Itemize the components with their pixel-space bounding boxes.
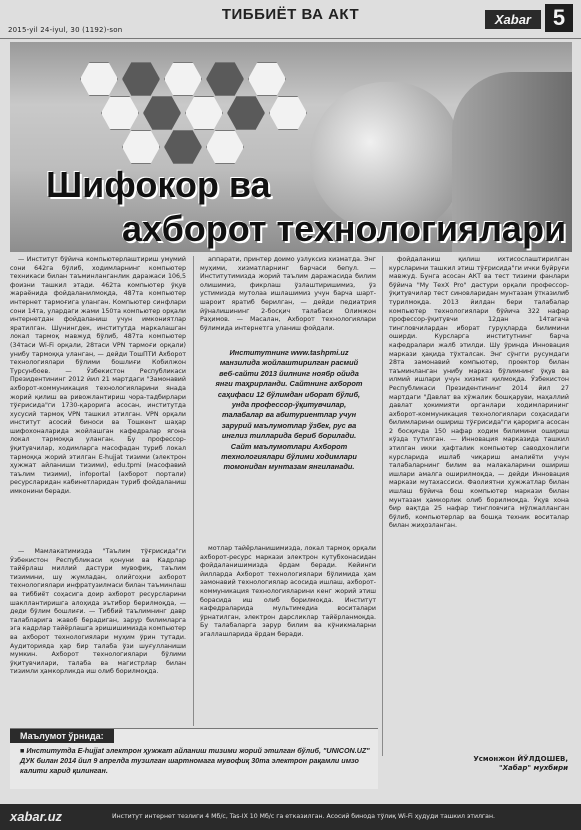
hexagon-icon bbox=[80, 62, 118, 96]
author-signature bbox=[400, 755, 568, 773]
hexagon-icon bbox=[122, 62, 160, 96]
page-footer bbox=[0, 804, 581, 830]
hexagon-icon bbox=[164, 62, 202, 96]
newspaper-logo: Xabar bbox=[485, 10, 541, 29]
footer-note: Институт интернет тезлиги 4 Мб/с, Tas-IX 10 Мб/с га етказилган. Асосий бинода тўлиқ Wi-Fi ҳудуди ташкил этилган. bbox=[112, 813, 495, 820]
hexagon-icon bbox=[206, 62, 244, 96]
issue-date: 2015-yil 24-iyul, 30 (1192)-son bbox=[8, 26, 123, 34]
paragraph: аппарати, принтер доимо узлуксиз хизматда. Энг муҳими, хизматларнинг барчаси бепул. — Институтимизда жорий таълим даражасида билим олишимиз, фикрлаш ўзлаштиришимиз, ўз устимизда мутолаа ишлашимиз учун барча шарт-шароит яратиб берилган, — дейди педиатрия йўналишининг 2-босқич талабаси Олимжон Раҳимов. — Масалан, Ахборот технологиялари бўлимида интернетга уланиш фойдали. bbox=[200, 256, 376, 332]
page-header bbox=[0, 0, 581, 39]
info-box-text: ■ Институтда E-hujjat электрон ҳужжат айланиш тизими жорий этилган бўлиб, "UNICON.UZ" ДУК билан 2014 йил 9 апрелда тузилган шартномага мувофиқ 30та электрон рақамли имзо калити харид қилинган. bbox=[20, 746, 370, 775]
article-column-1-lower bbox=[10, 548, 186, 724]
hexagon-icon bbox=[248, 62, 286, 96]
hexagon-icon bbox=[185, 96, 223, 130]
info-box-tag: Маълумот ўрнида: bbox=[10, 729, 114, 743]
hexagon-icon bbox=[101, 96, 139, 130]
author-role: "Хабар" мухбири bbox=[499, 764, 568, 772]
article-title-line2: ахборот технологиялари bbox=[122, 208, 567, 249]
hero-image bbox=[10, 42, 572, 252]
author-name: Усмонжон ЙЎЛДОШЕВ, bbox=[473, 755, 568, 763]
hexagon-icon bbox=[206, 130, 244, 164]
page-number: 5 bbox=[545, 4, 573, 32]
column-divider bbox=[193, 256, 194, 726]
column-divider bbox=[382, 256, 383, 756]
hexagon-icon bbox=[269, 96, 307, 130]
section-title: ТИББИЁТ ВА АКТ bbox=[221, 6, 360, 23]
hexagon-icon bbox=[122, 130, 160, 164]
article-column-2 bbox=[200, 256, 376, 338]
article-column-2-lower bbox=[200, 545, 376, 727]
footer-site[interactable]: xabar.uz bbox=[10, 809, 63, 824]
article-title-line1: Шифокор ва bbox=[46, 164, 271, 205]
paragraph: — Мамлакатимизда "Таълим тўғрисида"ги Ўзбекистон Республикаси қонуни ва Кадрлар тайёрлаш миллий дастури мувофиқ, таълим тизимини, шу жумладан, олийгоҳни ахборот технологиялари инфратузилмаси билан таъминлаш ва тиббиёт соҳасига доир ахборот ресурсларини шакллантиришга алоҳида эътибор берилмоқда, — деди бўлим бошлиғи. — Тиббий таълимнинг давр талабларига жавоб берадиган, зарур билимларга эга кадрлар тайёрлашга эришишимизда компьютер ва ахборот технологиялари муҳим ўрин тутади. Аудиторияда ҳар бир талаба ўзи шуғулланиши мумкин. Ахборот технологиялари бўлими ўқитувчилари, талаба ва магистрлар билан тизимли ҳамкорликда иш олиб борилмоқда. bbox=[10, 548, 186, 676]
info-box bbox=[10, 728, 378, 789]
paragraph: фойдаланиш қилиш ихтисослаштирилган курсларини ташкил этиш тўғрисида"ги ички буйруғи мавжуд. Бунга асосан АКТ ва тест тизими фанлари бўйича "Mу ТехХ Pro" дастури орқали профессор-ўқитувчилар тест синовларидан мунтазам ўтказилиб турилмоқда. 2013 йилдан бери талабалар компьютер технологиялари бўйича 322 нафар профессор-ўқитувчи 12дан 14тагача тингловчилардан иборат гуруҳларда билимини оширди. Курсларга институтнинг барча кафедралари жалб этилди. Шу ўринда Инновация маркази ҳақида тўхталсак. Энг сўнгги русумдаги 28та замонавий компьютер, проектор билан таъминланган унибу марказ бўлимнинг ўқув ва илмий ишлари учун хизмат қилмоқда. Ўзбекистон Республикаси Президентининг 2014 йил 27 мартдаги "Давлат ва хўжалик бошқаруви, маҳаллий давлат ҳокимияти органлари ходимларининг ахборот-коммуникация технологиялари соҳасидаги билимларини ошириш тўғрисида"ги қарорига асосан 2 босқичда 150 нафар ходим билимини ошириш кўзда тутилган. — Инновация марказида ташкил этилган икки ҳафталик компьютер саводхонлиги курсларида ишлаб чиқариш амалиёти учун талабаларнинг билим ва малакаларини ошириш ишлари амалга оширилмоқда, — дейди Инновация маркази мутахассиси. Фаолиятни ҳужжатлар билан ишлаш бўйича бош компьютер маркази билан мунтазам ҳамкорлик олиб борилмоқда. Ўқув хона бир вақтда 25 нафар тингловчига мўлжалланган бўлиб, компьютерлар ва бошқа техник воситалар билан жиҳозланган. bbox=[389, 256, 569, 530]
article-column-3 bbox=[389, 256, 569, 752]
paragraph: мотлар тайёрланишимизда, локал тармоқ орқали ахборот-ресурс маркази электрон кутубхонасидан фойдаланишимизда ёрдам беради. Кейинги йилларда Ахборот технологиялари бўлимида ҳам замонавий технологиялар асосида ишлаш, ахборот-коммуникация технологияларини кенг жорий этиш борасида иш олиб борилмоқда. Институт кафедраларида мультимедиа воситалари ўрнатилган, электрон дарсликлар тайёрланмоқда. Бу талабаларга зарур билим ва кўникмаларни эгаллашларида ёрдам беради. bbox=[200, 545, 376, 638]
hexagon-icon bbox=[143, 96, 181, 130]
hexagon-icon bbox=[164, 130, 202, 164]
article-column-1 bbox=[10, 256, 186, 544]
pull-quote: Институтнинг www.tashpmi.uz манзилида жойлаштирилган расмий веб-сайти 2013 йилнинг ноябр ойида янги таҳрирланди. Сайтнинг ахборот саҳифаси 12 бўлимдан иборат бўлиб, унда профессор-ўқитувчилар, талабалар ва абитуриентлар учун зарурий маълумотлар ўзбек, рус ва инглиз тилларида бериб борилади. Сайт маълумотлари Ахборот технологиялари бўлими ходимлари томонидан мунтазам янгиланади. bbox=[215, 348, 363, 472]
hexagon-icon bbox=[227, 96, 265, 130]
paragraph: — Институт бўйича компьютерлаштириш умумий сони 642га бўлиб, ходимларнинг компьютер техникаси билан таъминланганлик даражаси 106,5 фоизни ташкил этади. 462та компьютер ўқув жараёнида фойдаланилмоқда, 487та компьютер интернет тармоғига уланган. Компьютер синфлари сони 14та, улардаги жами 150та компьютер орқали интернетдан фойдаланиш учун имкониятлар яратилган. Шунингдек, институтда маркалашган локал тармоқ мавжуд бўлиб, 487та компьютер (34таси Wi-Fi орқали, 28таси VPN тармоғи орқали) унибу тармоққа уланган, — дейди ТошПТИ Ахборот технологиялари бўлими бошлиғи Кобилжон Турсунбоев. — Ўзбекистон Республикаси Президентининг 2012 йил 21 мартдаги "Замонавий ахборот-коммуникация технологияларини янада жорий қилиш ва ривожлантириш чора-тадбирлари тўғрисида"ги 1730-қарорига асосан, институтда хусусий тармоқ VPN ташкил этилган. VPN орқали институт асосий биноси ва Тошкент шаҳар шифохоналарида жойлашган кафедралар ягона локал тармоққа уланган. Бу профессор-ўқитувчилар, ходимларга масофадан туриб локал тармоққа жорий этилган E-hujjat тизими (электрон ҳужжат айланиши тизими), edu.tpmi (масофавий таълим тизими), infoportal (ахборот портали) ресурсларидан кабинетларидан туриб фойдаланиш имконини беради. bbox=[10, 256, 186, 496]
